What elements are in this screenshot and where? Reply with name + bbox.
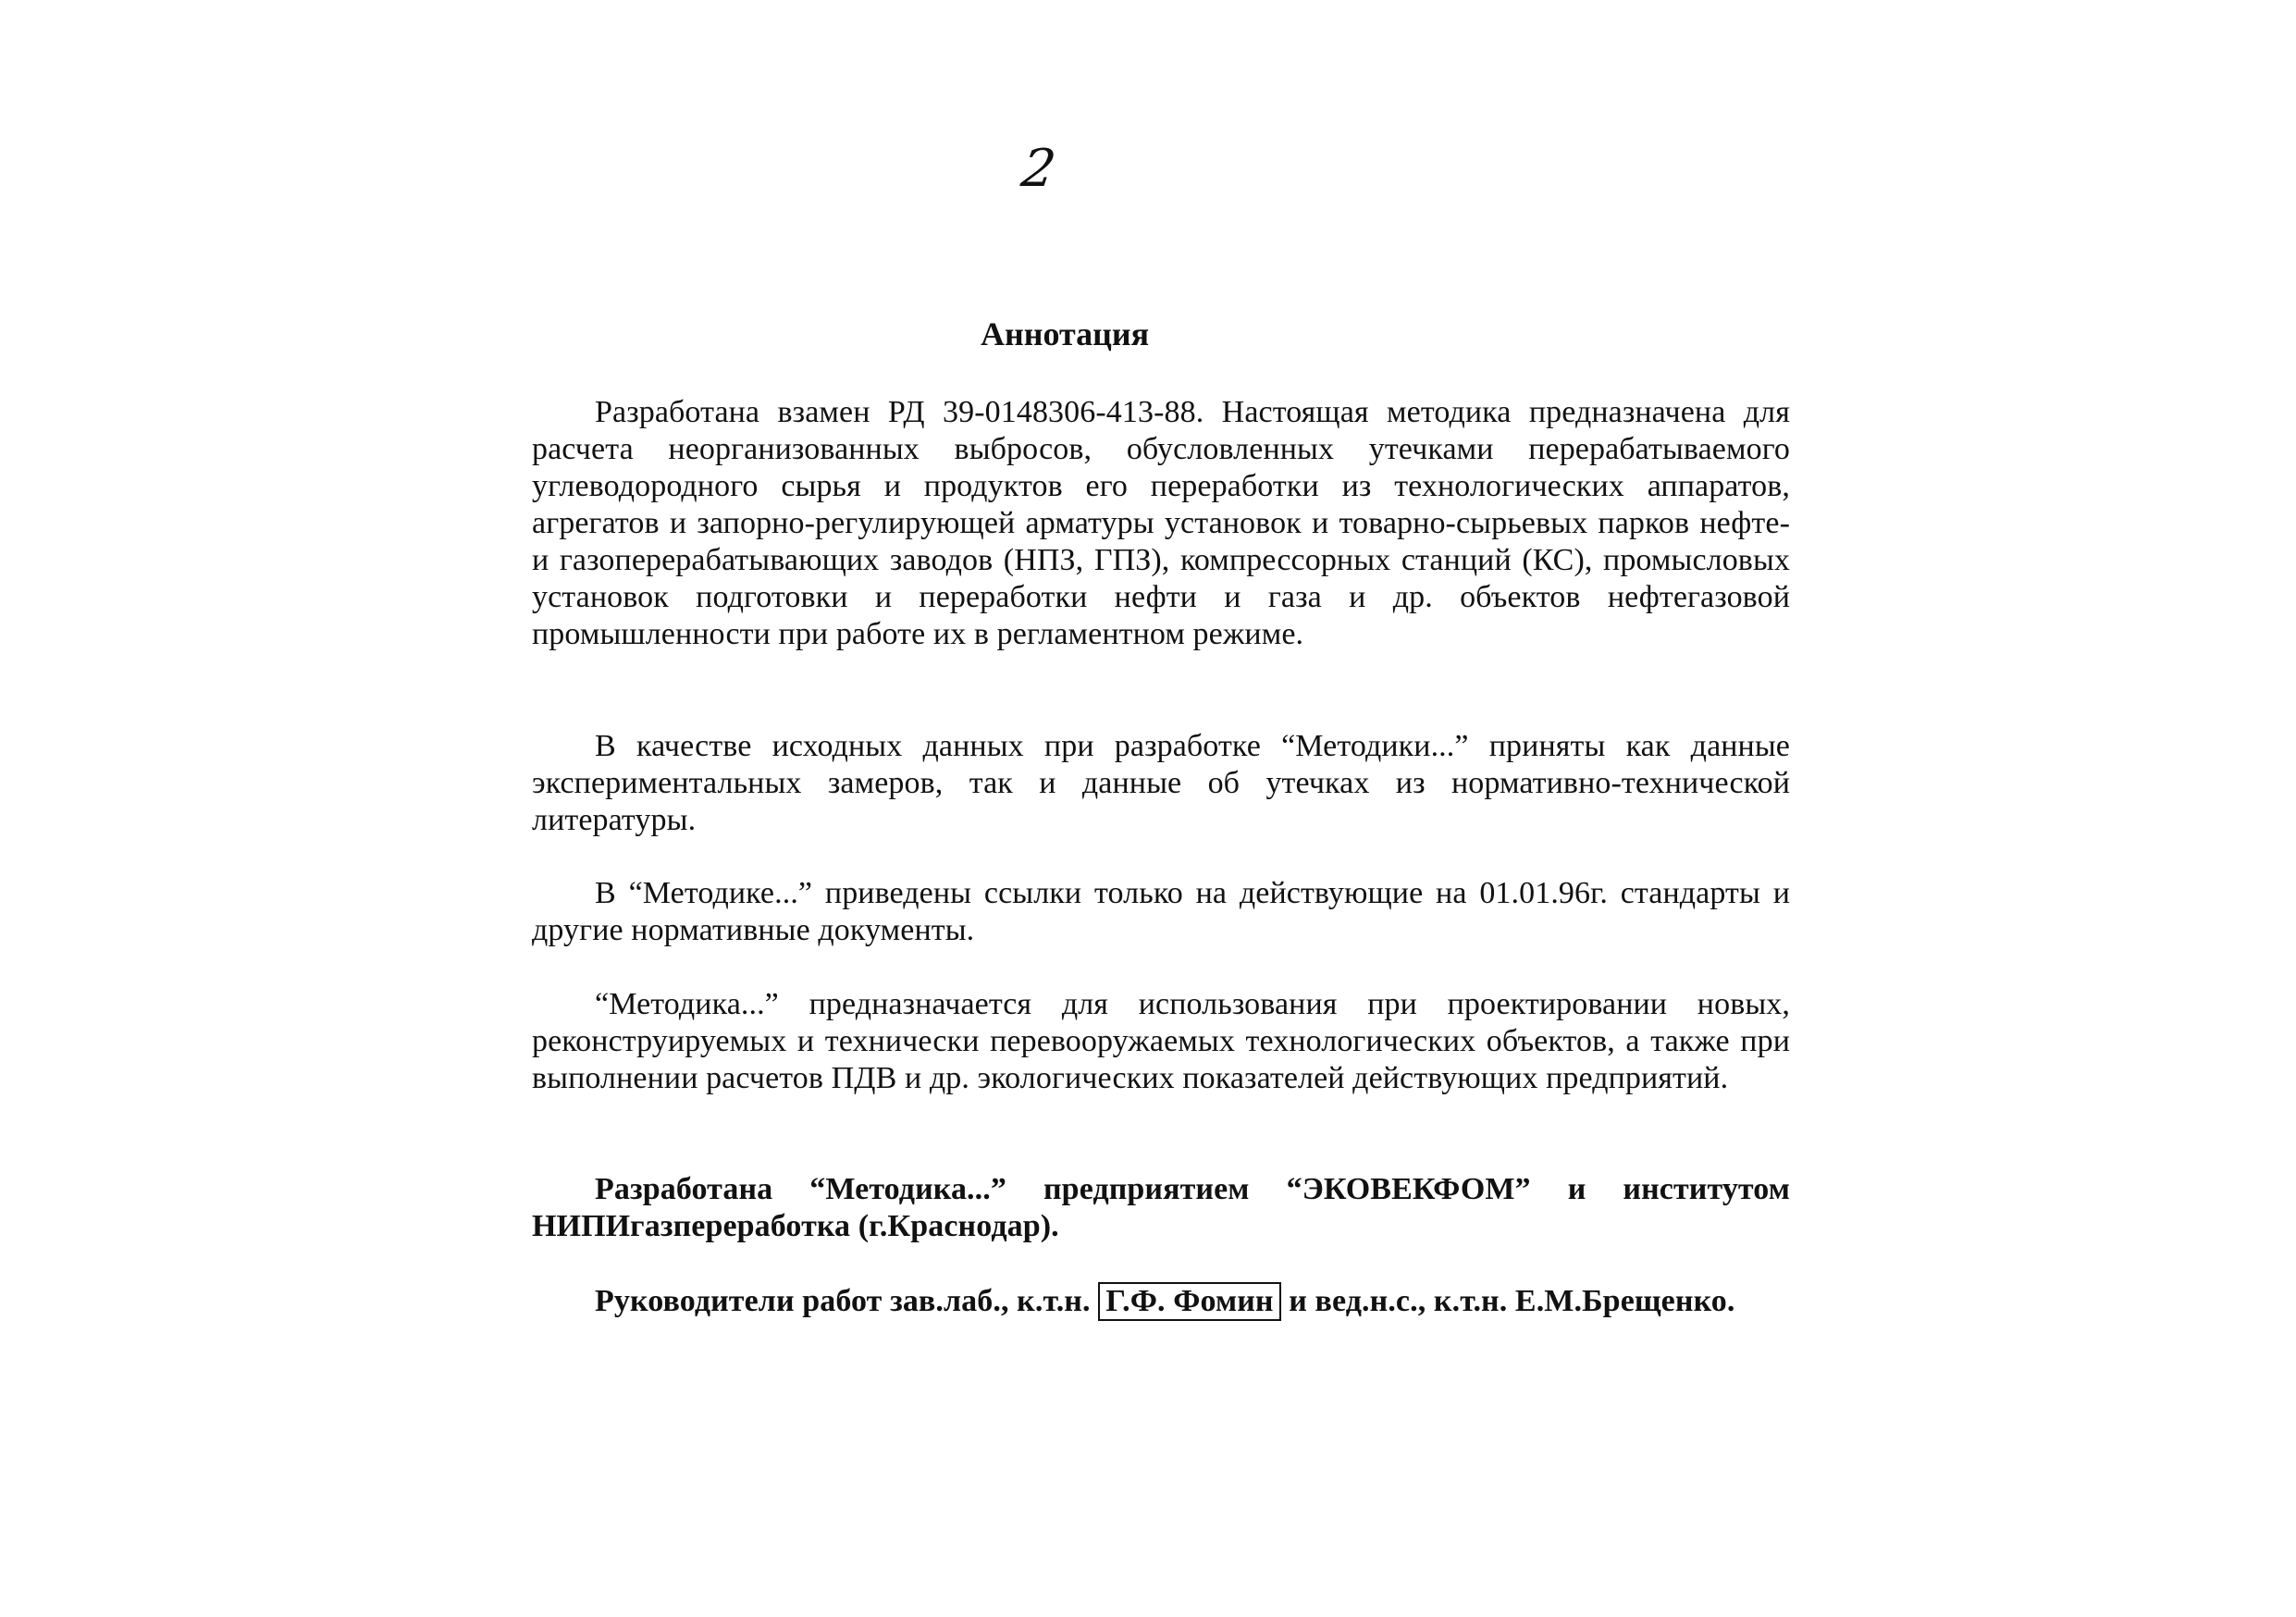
- supervisors-text-before: Руководители работ зав.лаб., к.т.н.: [595, 1284, 1091, 1318]
- paragraph-scope: Разработана взамен РД 39-0148306-413-88. Настоящая методика предназначена для расчета неорганизованных выбросов, обусловленных утечками перерабатываемого углеводородного сырья и продуктов его переработки из технологических аппаратов, агрегатов и запорно-регулирующей арматуры установок и товарно-сырьевых парков нефте- и газоперерабатывающих заводов (НПЗ, ГПЗ), компрессорных станций (КС), промысловых установок подготовки и переработки нефти и газа и др. объектов нефтегазовой промышленности при работе их в регламентном режиме.: [532, 395, 1790, 651]
- page-title: Аннотация: [981, 315, 1150, 352]
- paragraph-supervisors: [532, 1282, 1790, 1321]
- supervisors-text-after: и вед.н.с., к.т.н. Е.М.Брещенко.: [1289, 1284, 1735, 1318]
- page-number: 2: [1018, 139, 1060, 199]
- paragraph-references: В “Методике...” приведены ссылки только на действующие на 01.01.96г. стандарты и другие нормативные документы.: [532, 876, 1790, 947]
- paragraph-purpose: “Методика...” предназначается для использования при проектировании новых, реконструируемых и технически перевооружаемых технологических объектов, а также при выполнении расчетов ПДВ и др. экологических показателей действующих предприятий.: [532, 987, 1790, 1095]
- paragraph-developers: Разработана “Методика...” предприятием “ЭКОВЕКФОМ” и институтом НИПИгазпереработка (г.Краснодар).: [532, 1172, 1790, 1243]
- paragraph-source-data: В качестве исходных данных при разработке “Методики...” приняты как данные экспериментальных замеров, так и данные об утечках из нормативно-технической литературы.: [532, 729, 1790, 837]
- boxed-name-fomin: Г.Ф. Фомин: [1098, 1282, 1280, 1321]
